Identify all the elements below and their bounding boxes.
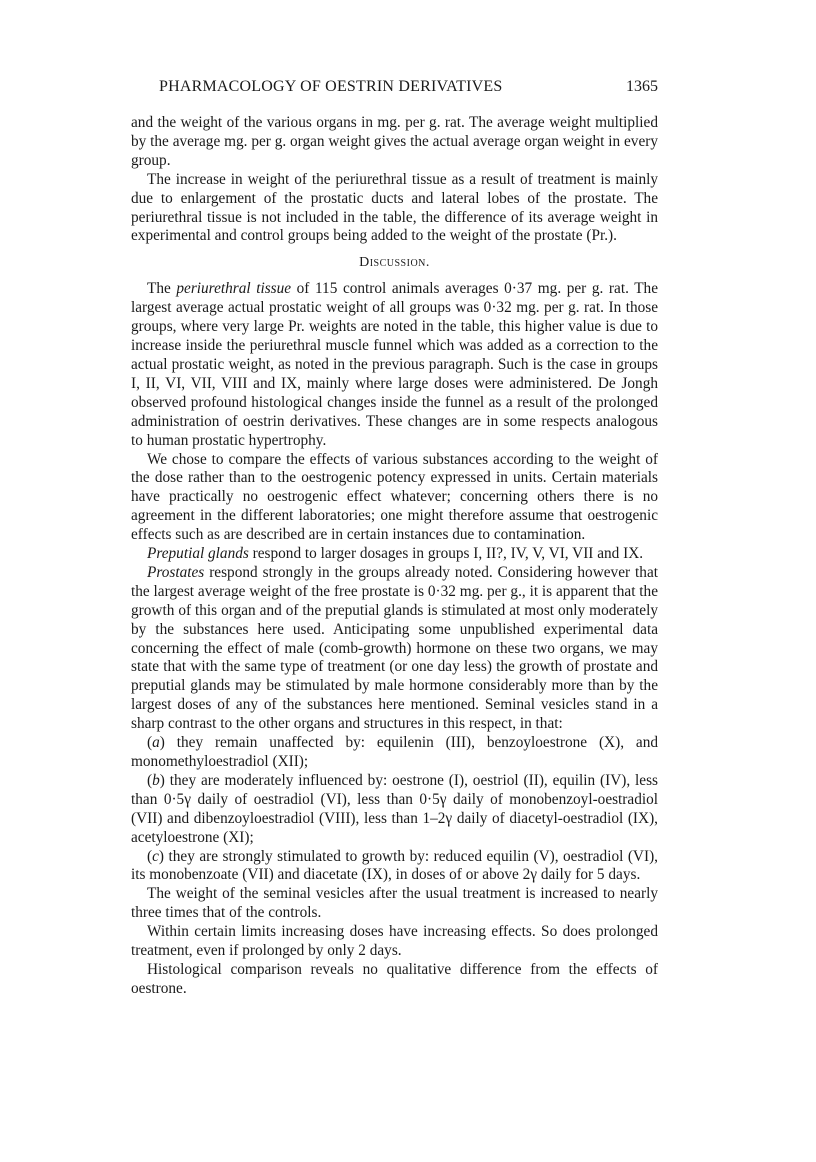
section-heading: Discussion.	[359, 255, 430, 271]
paragraph	[131, 564, 658, 734]
italic-term: Preputial glands	[147, 545, 249, 563]
paragraph: We chose to compare the effects of various substances according to the weight of the dose rather than to the oestrogenic potency expressed in units. Certain materials have practically no oestrogenic effect whatever; concerning others there is no agreement in the different laboratories; one might therefore assume that oestrogenic effects such as are described are in certain instances due to contamination.	[131, 450, 658, 544]
item-label: b	[152, 771, 160, 789]
list-item: (a) they remain unaffected by: equilenin (III), benzoyloestrone (X), and monomethyloestradiol (XII);	[131, 734, 658, 770]
italic-term: Prostates	[147, 563, 205, 581]
paragraph: Within certain limits increasing doses have increasing effects. So does prolonged treatment, even if prolonged by only 2 days.	[131, 923, 658, 960]
paragraph: The weight of the seminal vesicles after the usual treatment is increased to nearly three times that of the controls.	[131, 885, 658, 922]
page	[131, 78, 658, 999]
text-run: respond strongly in the groups already noted. Considering however that the largest average weight of the free prostate is 0·32 mg. per g., it is apparent that the growth of this organ and of the preputial glands is stimulated at most only moderately by the substances here used. Anticipating some unpublished experimental data concerning the effect of male (comb-growth) hormone on these two organs, we may state that with the same type of treatment (or one day less) the growth of prostate and preputial glands may be stimulated by male hormone considerably more than by the largest doses of any of the substances here mentioned. Seminal vesicles stand in a sharp contrast to the other organs and structures in this respect, in that:	[131, 563, 658, 733]
paragraph	[131, 545, 658, 564]
italic-term: periurethral tissue	[176, 280, 292, 298]
text-run: they are strongly stimulated to growth by: reduced equilin (V), oestradiol (VI), its monobenzoate (VII) and diacetate (IX), in doses of or above 2γ daily for 5 days.	[131, 847, 658, 884]
text-run: they are moderately influenced by: oestrone (I), oestriol (II), equilin (IV), less than 0·5γ daily of oestradiol (VI), less than 0·5γ daily of monobenzoyl-oestradiol (VII) and dibenzoyloestradiol (VIII), less than 1–2γ daily of diacetyl-oestradiol (IX), acetyloestrone (XI);	[131, 771, 658, 846]
page-header	[131, 78, 658, 96]
item-label: a	[152, 734, 160, 752]
item-label: c	[152, 847, 159, 865]
text-run: respond to larger dosages in groups I, II?, IV, V, VI, VII and IX.	[248, 545, 644, 563]
running-title: PHARMACOLOGY OF OESTRIN DERIVATIVES	[159, 78, 503, 95]
list-item: (b) they are moderately influenced by: oestrone (I), oestriol (II), equilin (IV), less than 0·5γ daily of oestradiol (VI), less than 0·5γ daily of monobenzoyl-oestradiol (VII) and dibenzoyloestradiol (VIII), less than 1–2γ daily of diacetyl-oestradiol (IX), acetyloestrone (XI);	[131, 771, 658, 846]
text-run: The	[147, 280, 177, 298]
paragraph	[131, 280, 658, 450]
paragraph: and the weight of the various organs in mg. per g. rat. The average weight multiplied by the average mg. per g. organ weight gives the actual average organ weight in every group.	[131, 114, 658, 169]
page-number: 1365	[626, 78, 658, 95]
text-run: they remain unaffected by: equilenin (III), benzoyloestrone (X), and monomethyloestradiol (XII);	[131, 734, 658, 770]
text-run: of 115 control animals averages 0·37 mg. per g. rat. The largest average actual prostatic weight of all groups was 0·32 mg. per g. rat. In those groups, where very large Pr. weights are noted in the table, this higher value is due to increase inside the periurethral muscle funnel which was added as a correction to the actual prostatic weight, as noted in the previous paragraph. Such is the case in groups I, II, VI, VII, VIII and IX, mainly where large doses were administered. De Jongh observed profound histological changes inside the funnel as a result of the prolonged administration of oestrin derivatives. These changes are in some respects analogous to human prostatic hypertrophy.	[131, 280, 658, 449]
paragraph: The increase in weight of the periurethral tissue as a result of treatment is mainly due to enlargement of the prostatic ducts and lateral lobes of the prostate. The periurethral tissue is not included in the table, the difference of its average weight in experimental and control groups being added to the weight of the prostate (Pr.).	[131, 170, 658, 245]
list-item: (c) they are strongly stimulated to growth by: reduced equilin (V), oestradiol (VI), its monobenzoate (VII) and diacetate (IX), in doses of or above 2γ daily for 5 days.	[131, 847, 658, 884]
paragraph: Histological comparison reveals no qualitative difference from the effects of oestrone.	[131, 960, 658, 997]
